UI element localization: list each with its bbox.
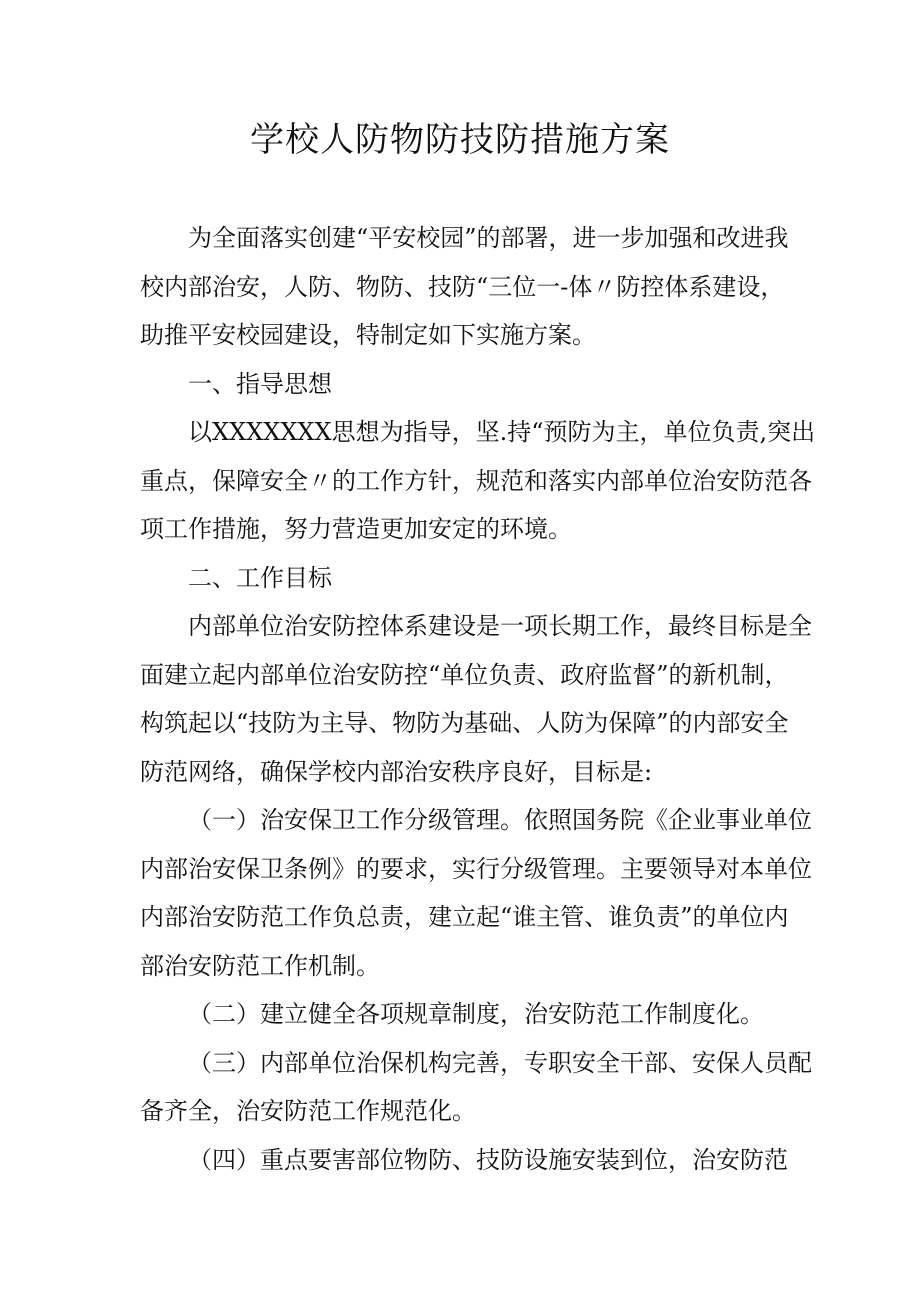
paragraph-line: 项工作措施，努力营造更加安定的环境。 (140, 515, 572, 543)
paragraph-line: （一）治安保卫工作分级管理。依照国务院《企业事业单位 (188, 806, 812, 834)
paragraph-line: （四）重点要害部位物防、技防设施安装到位，治安防范 (188, 1145, 788, 1174)
document-title: 学校人防物防技防措施方案 (250, 120, 670, 160)
paragraph-line: 内部单位治安防控体系建设是一项长期工作，最终目标是全 (188, 612, 812, 640)
paragraph-item-3 (140, 1039, 812, 1136)
paragraph-line: （三）内部单位治保机构完善，专职安全干部、安保人员配 (188, 1048, 812, 1077)
paragraph-item-1 (140, 796, 812, 990)
paragraph-line: 助推平安校园建设，特制定如下实施方案。 (140, 321, 596, 349)
paragraph-item-2 (140, 990, 786, 1039)
paragraph-item-4 (140, 1136, 786, 1185)
paragraph-line: 重点，保障安全〃的工作方针，规范和落实内部单位治安防范各 (140, 466, 812, 495)
section-heading-guiding-ideology (140, 360, 786, 409)
section-heading-work-goals (140, 554, 786, 603)
paragraph-work-goals (140, 602, 812, 796)
paragraph-line: 面建立起内部单位治安防控“单位负责、政府监督”的新机制， (140, 660, 789, 689)
paragraph-line: （二）建立健全各项规章制度，治安防范工作制度化。 (188, 1000, 764, 1028)
section-heading: 二、工作目标 (188, 563, 332, 592)
paragraph-guiding-ideology (140, 408, 816, 554)
paragraph-line: 为全面落实创建“平安校园”的部署，进一步加强和改进我 (188, 224, 789, 252)
paragraph-line: 内部治安保卫条例》的要求，实行分级管理。主要领导对本单位 (140, 854, 812, 883)
paragraph-line: 备齐全，治安防范工作规范化。 (140, 1097, 476, 1125)
section-heading: 一、指导思想 (188, 369, 332, 398)
paragraph-line: 内部治安防范工作负总责，建立起“谁主管、谁负责”的单位内 (140, 903, 789, 931)
paragraph-line: 防范网络，确保学校内部治安秩序良好，目标是: (140, 757, 653, 786)
document-body (140, 214, 816, 1184)
paragraph-line: 部治安防范工作机制。 (140, 951, 380, 980)
paragraph-intro (140, 214, 789, 360)
paragraph-line: 以XXXXXXX思想为指导，坚.持“预防为主，单位负责,突出 (188, 418, 816, 446)
paragraph-line: 校内部治安，人防、物防、技防“三位一-体〃防控体系建设， (140, 272, 785, 301)
paragraph-line: 构筑起以“技防为主导、物防为基础、人防为保障”的内部安全 (140, 709, 789, 737)
